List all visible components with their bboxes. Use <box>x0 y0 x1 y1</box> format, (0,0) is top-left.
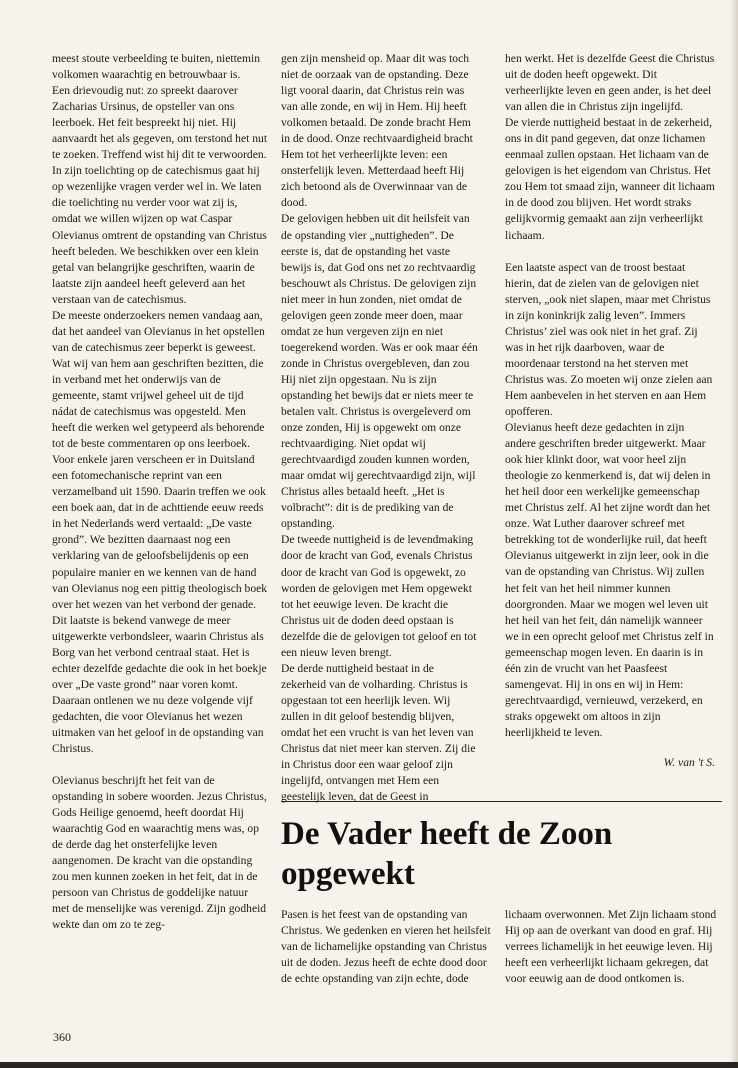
page-number: 360 <box>53 1030 71 1044</box>
paragraph: gen zijn mensheid op. Maar dit was toch niet de oorzaak van de opstanding. Deze ligt vooral daarin, dat Christus rein was van alle zonde, en wij in Hem. Hij heeft volkomen betaald. De zonde bracht Hem in de dood. Onze rechtvaardigheid bracht Hem tot het verheerlijkte leven: een onsterfelijk leven. Metterdaad heeft Hij zich betoond als de Overwinnaar van de dood. <box>281 52 473 210</box>
scan-border <box>0 1062 738 1068</box>
article2-column-2 <box>505 907 717 987</box>
paragraph: Olevianus heeft deze gedachten in zijn andere geschriften breder uitgewerkt. Maar ook hier klinkt door, wat voor heel zijn theologie zo kenmerkend is, dat wij delen in het heil door een werkelijke gemeenschap met Christus zelf. Al het zijne wordt dan het onze. Wat Luther daarover schreef met betrekking tot de wonderlijke ruil, dat heeft Olevianus uitgewerkt in zijn leer, ook in die van de opstanding van Christus. Wij zullen het feit van het heil nimmer kunnen doorgronden. Maar we mogen wel leven uit het heil van het feit, dán namelijk wanneer we in een oprecht geloof met Christus zelf in gemeenschap mogen leven. En daarin is in één zin de vrucht van het Paasfeest samengevat. Hij in ons en wij in Hem: gerechtvaardigd, vernieuwd, verzekerd, en straks opgewekt om altoos in zijn heerlijkheid te leven. <box>505 421 714 739</box>
page-edge-shadow <box>730 0 738 1068</box>
author-signature: W. van 't S. <box>663 755 715 769</box>
paragraph: hen werkt. Het is dezelfde Geest die Christus uit de doden heeft opgewekt. Dit verheerlijkte leven en geen ander, is het deel van allen die in Christus zijn ingelijfd. <box>505 52 715 114</box>
section-divider <box>281 801 722 802</box>
article-column-2 <box>281 51 481 805</box>
paragraph: Een drievoudig nut: zo spreekt daarover Zacharias Ursinus, de opsteller van ons leerboek. Het feit bespreekt hij niet. Hij aanvaardt het als gegeven, om terstond het nut te zoeken. Treffend wist hij dit te verwoorden. In zijn toelichting op de catechismus gaat hij op wezenlijke vragen verder wel in. We laten die toelichting nu verder voor wat zij is, omdat we willen wijzen op wat Caspar Olevianus omtrent de opstanding van Christus heeft beleden. We beschikken over een klein getal van belangrijke geschriften, waarin de laatste zijn aandeel heeft geleverd aan het verstaan van de catechismus. <box>52 84 268 306</box>
article-column-3 <box>505 51 715 771</box>
paragraph: De meeste onderzoekers nemen vandaag aan, dat het aandeel van Olevianus in het opstellen van de catechismus zeer beperkt is geweest. Wat wij van hem aan geschriften bezitten, die in verband met het onderwijs van de gemeente, stamt vrijwel geheel uit de tijd nádat de catechismus was opgesteld. Men heeft die werken wel getypeerd als behorende tot de beste commentaren op ons leerboek. Voor enkele jaren verscheen er in Duitsland een fotomechanische reprint van een verzamelband uit 1590. Daarin treffen we ook een boek aan, dat in de achttiende eeuw reeds in het Nederlands werd vertaald: „De vaste grond”. We bezitten daarnaast nog een verklaring van de geloofsbelijdenis op een populaire manier en we kennen van de hand van Olevianus nog een pittig theologisch boek over het wezen van het verbond der genade. Dit laatste is bekend vanwege de meer uitgewerkte verbondsleer, waarin Christus als Borg van het verbond centraal staat. Het is echter dezelfde gedachte die ook in het boekje over „De vaste grond” naar voren komt. Daaraan ontlenen we nu deze volgende vijf gedachten, die voor Olevianus het wezen uitmaken van het geloof in de opstanding van Christus. <box>52 308 268 756</box>
paragraph: meest stoute verbeelding te buiten, niettemin volkomen waarachtig en betrouwbaar is. <box>52 52 260 82</box>
paragraph: De gelovigen hebben uit dit heilsfeit van de opstanding vier „nuttigheden”. De eerste is, dat de opstanding het vaste bewijs is, dat God ons net zo rechtvaardig beschouwt als Christus. De gelovigen zijn niet meer in hun zonden, niet omdat de gelovigen geen zonde meer doen, maar omdat ze hun vergeven zijn en niet toegerekend worden. Was er ook maar één zonde in Christus overgebleven, dan zou Hij niet zijn opgestaan. Nu is zijn opstanding het bewijs dat er niets meer te betalen valt. Christus is overgeleverd om onze zonden, Hij is opgewekt om onze rechtvaardiging. Niet opdat wij gerechtvaardigd zouden kunnen worden, maar omdat wij gerechtvaardigd zijn, wijl Christus alles betaald heeft. „Het is volbracht”: dit is de prediking van de opstanding. <box>281 212 478 531</box>
article-headline: De Vader heeft de Zoon opgewekt <box>281 816 613 892</box>
paragraph: De derde nuttigheid bestaat in de zekerheid van de volharding. Christus is opgestaan tot een heerlijk leven. Wij zullen in dit geloof bestendig blijven, omdat het een vrucht is van het leven van Christus dat niet meer kan sterven. Zij die in Christus door een waar geloof zijn ingelijfd, ontvangen met Hem een geestelijk leven, dat de Geest in <box>281 661 476 804</box>
paragraph: Olevianus beschrijft het feit van de opstanding in sobere woorden. Jezus Christus, Gods Heilige genoemd, heeft doordat Hij waarachtig God en waarachtig mens was, op de derde dag het onsterfelijke leven aangenomen. De kracht van die opstanding zou men kunnen zoeken in het feit, dat in de persoon van Christus de goddelijke natuur met de menselijke was verenigd. Zijn godheid wekte dan om zo te zeg- <box>52 774 267 932</box>
paragraph: Een laatste aspect van de troost bestaat hierin, dat de zielen van de gelovigen niet sterven, „ook niet slapen, maar met Christus in zijn koninkrijk zalig leven”. Immers Christus’ ziel was ook niet in het graf. Zij was in het rijk daarboven, waar de moordenaar terstond na het sterven met Christus was. Zo moeten wij onze zielen aan Hem aanbevelen in het sterven en aan Hem opofferen. <box>505 260 713 418</box>
paragraph: De vierde nuttigheid bestaat in de zekerheid, ons in dit pand gegeven, dat onze lichamen eenmaal zullen opstaan. Het lichaam van de gelovigen is het eigendom van Christus. Het zou Hem tot smaad zijn, wanneer dit lichaam in de dood zou blijven. Het wordt straks gelijkvormig gemaakt aan zijn verheerlijkt lichaam. <box>505 116 715 242</box>
paragraph: lichaam overwonnen. Met Zijn lichaam stond Hij op aan de overkant van dood en graf. Hij verrees lichamelijk in het eeuwige leven. Hij heeft een verheerlijkt lichaam gekregen, dat voor eeuwig aan de dood ontkomen is. <box>505 908 717 986</box>
article-column-1 <box>52 51 268 934</box>
article2-column-1 <box>281 907 491 987</box>
paragraph: De tweede nuttigheid is de levendmaking door de kracht van God, evenals Christus door de kracht van God is opgewekt, zo worden de gelovigen met Hem opgewekt tot het eeuwige leven. De kracht die Christus uit de doden deed opstaan is dezelfde die de gelovigen tot geloof en tot een nieuw leven brengt. <box>281 533 477 659</box>
paragraph: Pasen is het feest van de opstanding van Christus. We gedenken en vieren het heilsfeit van de lichamelijke opstanding van Christus uit de doden. Jezus heeft de echte dood door de echte opstanding van zijn echte, dode <box>281 908 491 986</box>
